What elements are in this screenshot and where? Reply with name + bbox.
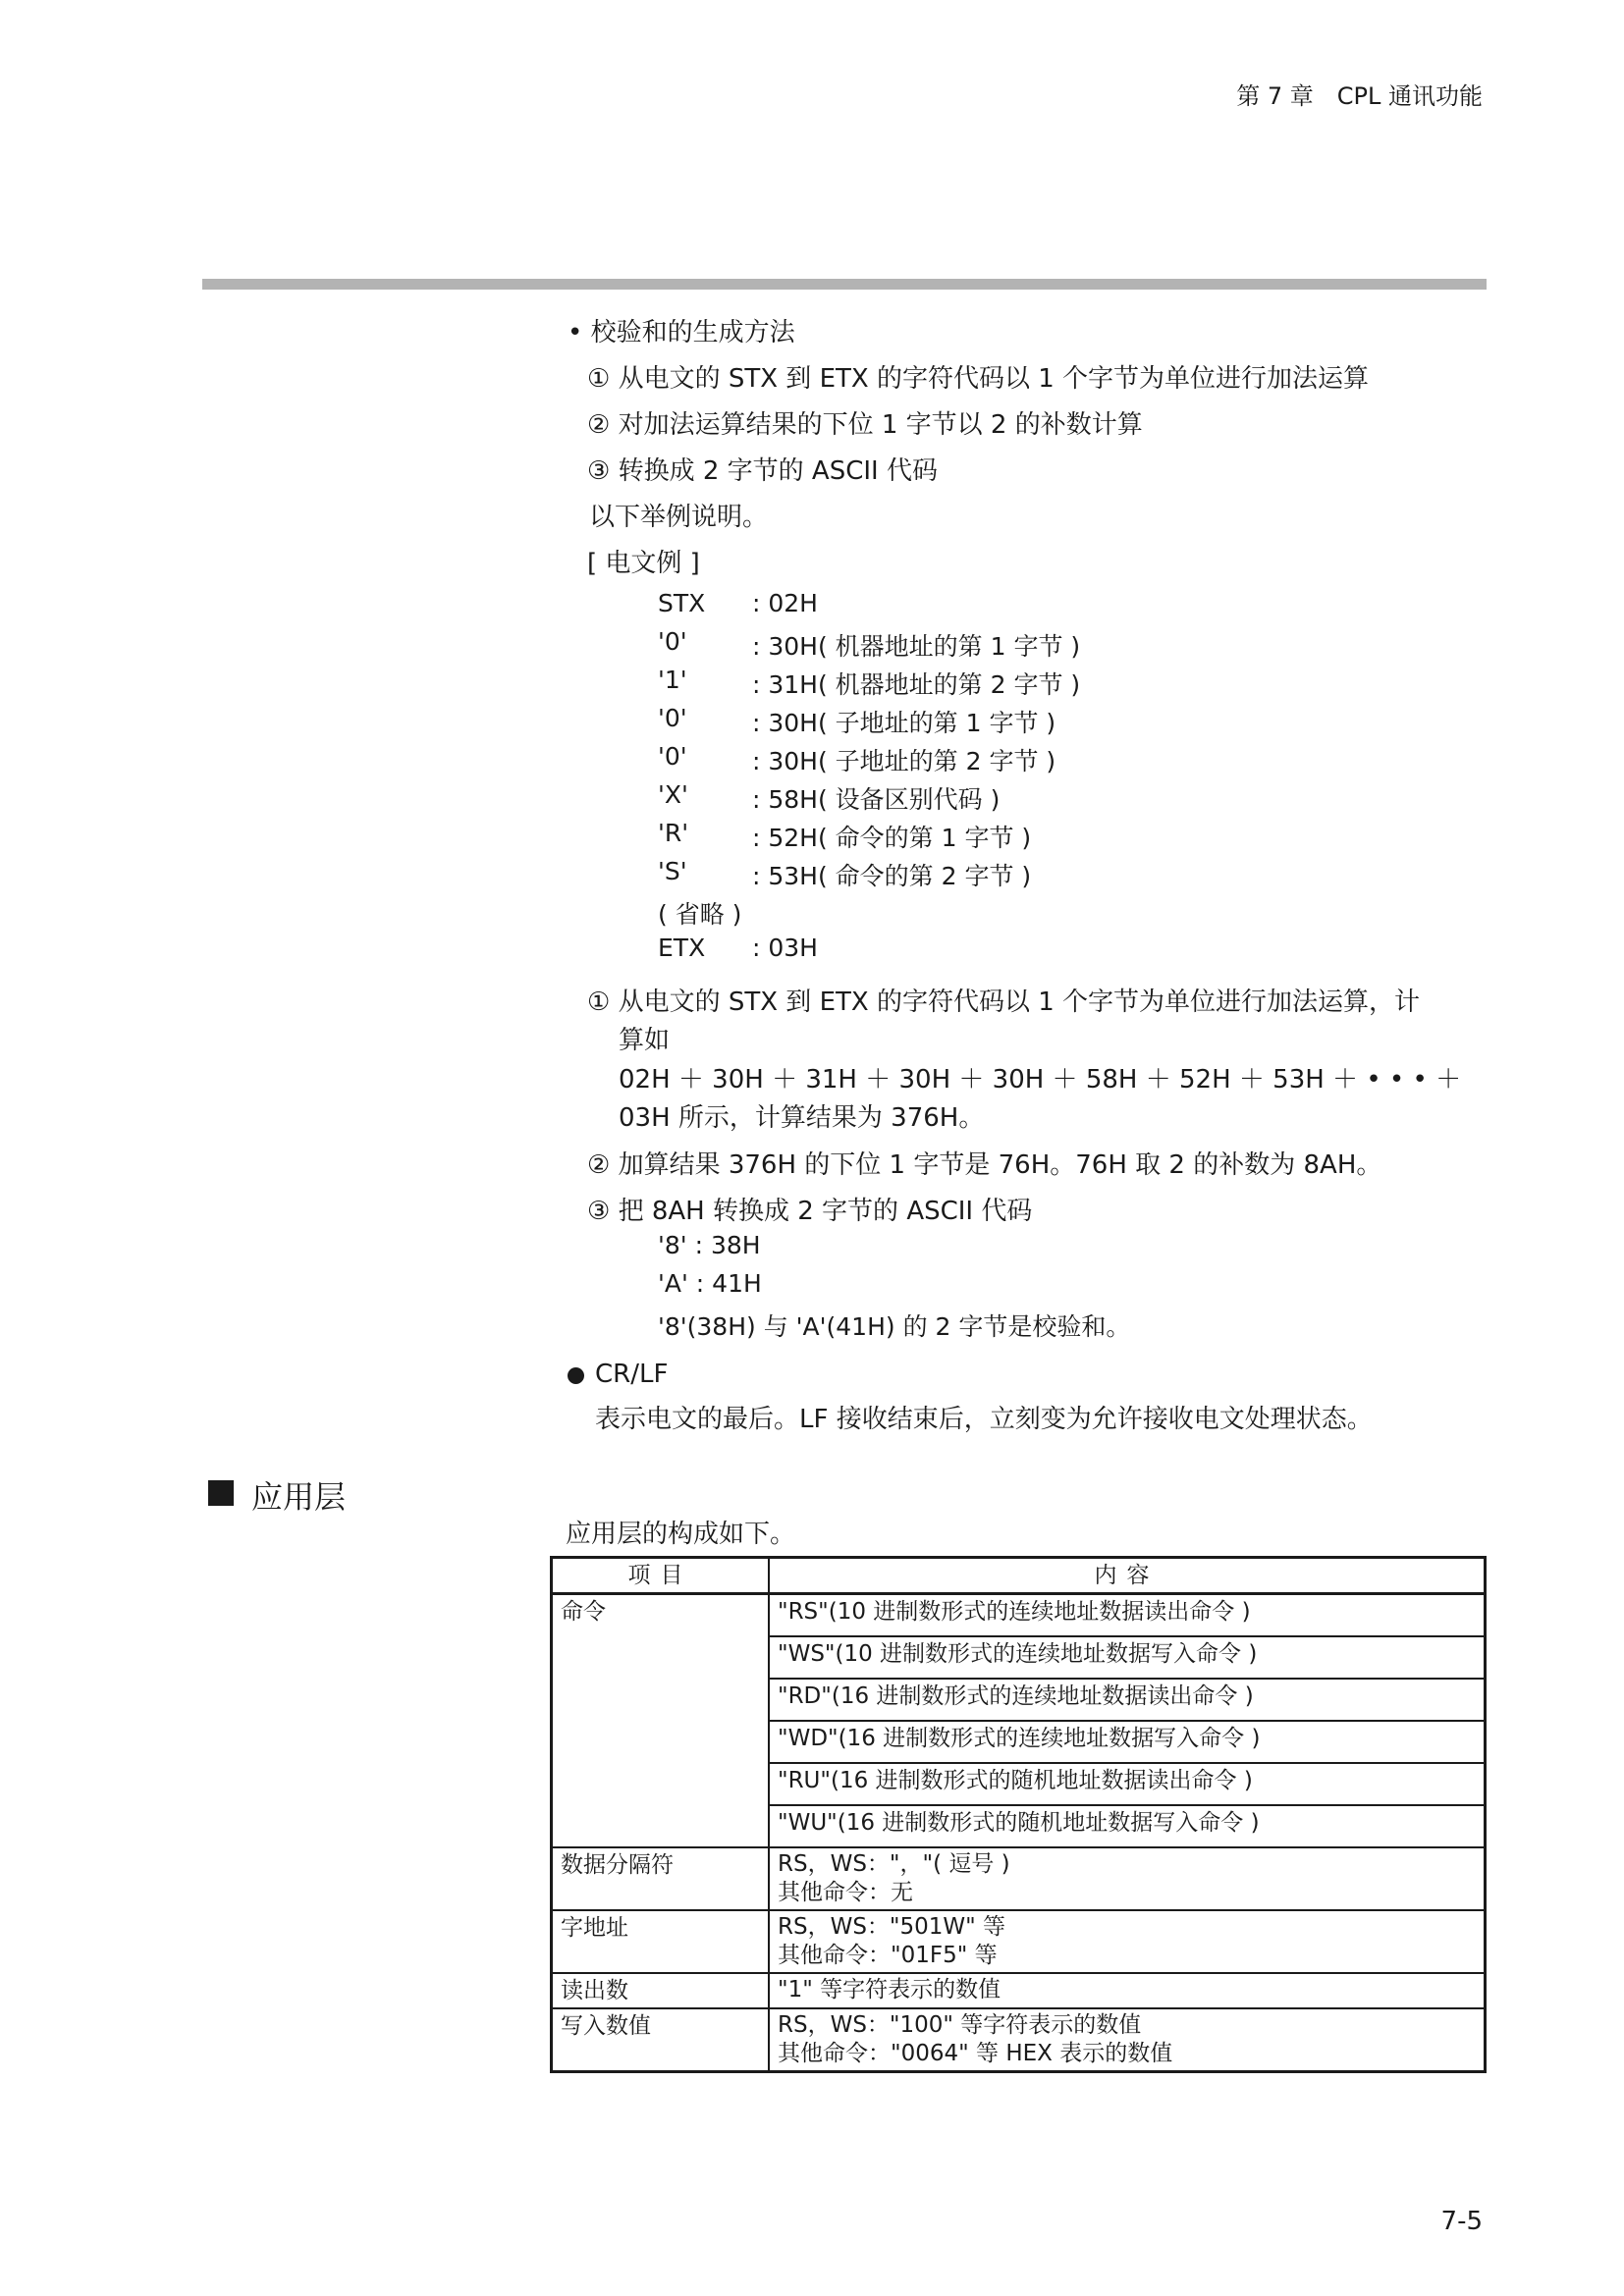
example-key: ( 省略 ) — [658, 900, 742, 929]
bullet-icon — [568, 1367, 584, 1384]
row-content — [769, 1910, 1486, 1973]
row-content — [769, 1973, 1486, 2008]
calc-formula: 02H ＋ 30H ＋ 31H ＋ 30H ＋ 30H ＋ 58H ＋ 52H ＋ 53H ＋ • • • ＋ — [619, 1065, 1462, 1095]
example-value: : 30H( 子地址的第 1 字节 ) — [752, 709, 1056, 737]
header-item: 项目 — [552, 1558, 770, 1594]
example-key: 'S' — [658, 857, 687, 885]
section-title: 应用层 — [251, 1478, 347, 1516]
header-divider — [202, 279, 1487, 290]
command-cell: "RU"(16 进制数形式的随机地址数据读出命令 ) — [769, 1763, 1486, 1805]
row-line: RS，WS："，"( 逗号 ) — [778, 1851, 1010, 1877]
example-value: : 58H( 设备区别代码 ) — [752, 785, 1001, 814]
app-layer-intro: 应用层的构成如下。 — [566, 1520, 796, 1549]
section-square-icon — [208, 1480, 234, 1506]
row-line: 其他命令：无 — [778, 1880, 913, 1905]
row-line: RS，WS："100" 等字符表示的数值 — [778, 2012, 1142, 2038]
calc-step-2: ② 加算结果 376H 的下位 1 字节是 76H。76H 取 2 的补数为 8AH。 — [587, 1150, 1382, 1180]
example-key: 'X' — [658, 780, 688, 809]
row-line: 其他命令："01F5" 等 — [778, 1943, 998, 1968]
command-cell: "WD"(16 进制数形式的连续地址数据写入命令 ) — [769, 1721, 1486, 1763]
calc-formula-cont: 03H 所示，计算结果为 376H。 — [619, 1103, 985, 1133]
calc-step-1-cont: 算如 — [619, 1026, 671, 1055]
example-key: ETX — [658, 934, 706, 962]
example-value: : 02H — [752, 589, 818, 617]
checksum-heading: • 校验和的生成方法 — [568, 318, 795, 347]
running-header: 第 7 章 CPL 通讯功能 — [1236, 82, 1483, 110]
row-item: 读出数 — [552, 1973, 770, 2008]
row-content — [769, 1847, 1486, 1910]
row-line: "1" 等字符表示的数值 — [778, 1977, 1001, 2002]
ascii-line: '8' : 38H — [658, 1231, 761, 1259]
example-key: 'R' — [658, 819, 689, 847]
calc-step-3: ③ 把 8AH 转换成 2 字节的 ASCII 代码 — [587, 1197, 1033, 1226]
example-key: STX — [658, 589, 706, 617]
ascii-line: '8'(38H) 与 'A'(41H) 的 2 字节是校验和。 — [658, 1312, 1131, 1341]
application-layer-table — [550, 1556, 1487, 2073]
example-label: [ 电文例 ] — [587, 549, 700, 578]
example-key: '1' — [658, 666, 687, 694]
command-cell: "RS"(10 进制数形式的连续地址数据读出命令 ) — [769, 1594, 1486, 1637]
example-value: : 03H — [752, 934, 818, 962]
example-key: '0' — [658, 742, 687, 771]
row-item: 字地址 — [552, 1910, 770, 1973]
row-item: 数据分隔符 — [552, 1847, 770, 1910]
row-content — [769, 2008, 1486, 2072]
header-content: 内容 — [769, 1558, 1486, 1594]
command-label: 命令 — [552, 1594, 770, 1848]
crlf-description: 表示电文的最后。LF 接收结束后，立刻变为允许接收电文处理状态。 — [595, 1405, 1373, 1434]
page-number: 7-5 — [1440, 2207, 1483, 2236]
example-value: : 30H( 机器地址的第 1 字节 ) — [752, 632, 1081, 661]
row-item: 写入数值 — [552, 2008, 770, 2072]
row-line: RS，WS："501W" 等 — [778, 1914, 1006, 1940]
table-row — [552, 1594, 1486, 1637]
checksum-step-2: ② 对加法运算结果的下位 1 字节以 2 的补数计算 — [587, 410, 1143, 440]
ascii-line: 'A' : 41H — [658, 1269, 762, 1298]
example-key: '0' — [658, 704, 687, 732]
command-cell: "WS"(10 进制数形式的连续地址数据写入命令 ) — [769, 1636, 1486, 1679]
example-value: : 52H( 命令的第 1 字节 ) — [752, 824, 1032, 852]
example-value: : 53H( 命令的第 2 字节 ) — [752, 862, 1032, 890]
table-row — [552, 1973, 1486, 2008]
example-intro: 以下举例说明。 — [589, 503, 769, 532]
table-row — [552, 2008, 1486, 2072]
table-row — [552, 1910, 1486, 1973]
calc-step-1: ① 从电文的 STX 到 ETX 的字符代码以 1 个字节为单位进行加法运算，计 — [587, 988, 1421, 1017]
crlf-title: CR/LF — [595, 1360, 669, 1389]
checksum-step-1: ① 从电文的 STX 到 ETX 的字符代码以 1 个字节为单位进行加法运算 — [587, 364, 1370, 394]
table-row — [552, 1847, 1486, 1910]
row-line: 其他命令："0064" 等 HEX 表示的数值 — [778, 2041, 1173, 2066]
example-key: '0' — [658, 627, 687, 656]
example-value: : 31H( 机器地址的第 2 字节 ) — [752, 670, 1081, 699]
checksum-step-3: ③ 转换成 2 字节的 ASCII 代码 — [587, 456, 938, 486]
command-cell: "RD"(16 进制数形式的连续地址数据读出命令 ) — [769, 1679, 1486, 1721]
command-cell: "WU"(16 进制数形式的随机地址数据写入命令 ) — [769, 1805, 1486, 1847]
table-header-row — [552, 1558, 1486, 1594]
example-value: : 30H( 子地址的第 2 字节 ) — [752, 747, 1056, 775]
